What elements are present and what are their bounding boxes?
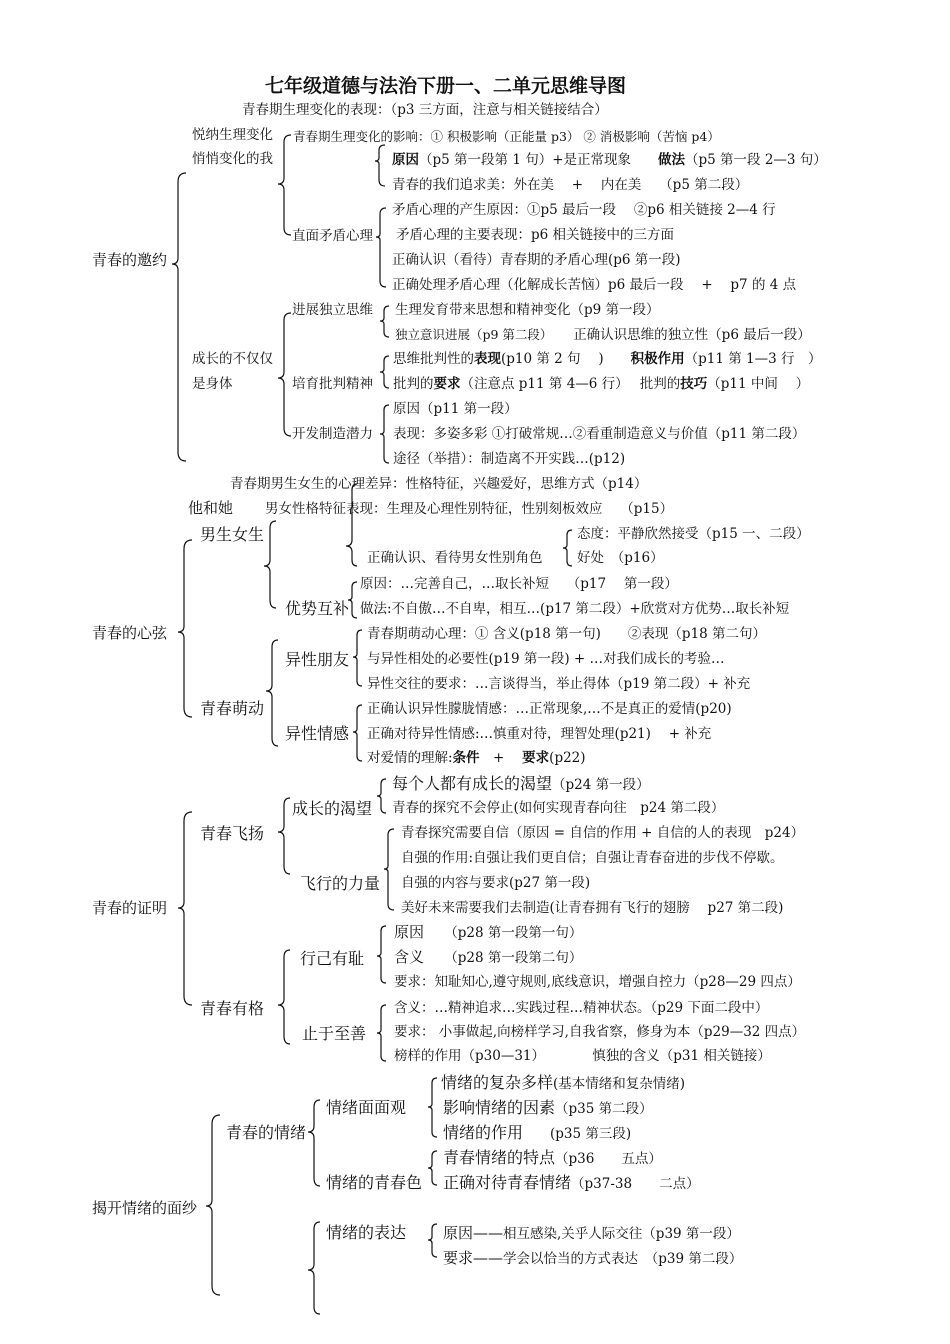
view-1b: (基本情绪和复杂情绪)	[553, 1076, 686, 1092]
create-item-1: 原因（p11 第一段）	[393, 401, 518, 417]
view-3b: (p35 第三段)	[550, 1126, 632, 1142]
emo-3b1: 条件	[452, 750, 480, 766]
node-grid: 青春有格	[200, 999, 265, 1018]
reason-text: （p5 第一段第 1 句）+是正常现象	[419, 152, 632, 168]
emo-3c: +	[479, 750, 523, 766]
create-item-2: 表现：多姿多彩 ①打破常规…②看重制造意义与价值（p11 第二段）	[393, 426, 806, 442]
contra-item-2: 矛盾心理的主要表现：p6 相关链接中的三方面	[396, 227, 675, 243]
bracket-shame	[377, 926, 386, 983]
bracket-indep	[380, 306, 389, 337]
bracket-view	[428, 1078, 437, 1137]
view-1a: 情绪的复杂多样	[441, 1073, 554, 1092]
bracket-fly	[278, 798, 290, 874]
bracket-friend	[353, 630, 362, 686]
node-accept-change-line2: 悄悄变化的我	[192, 151, 273, 167]
shame-item-3: 要求：知耻知心,遵守规则,底线意识，增强自控力（p28—29 四点）	[394, 974, 801, 990]
view-item-2	[443, 1099, 653, 1118]
emo-3d: (p22)	[549, 750, 586, 766]
node-bud: 青春萌动	[200, 699, 265, 718]
good-item-3: 榜样的作用（p30—31） 慎独的含义（p31 相关链接）	[394, 1048, 771, 1064]
view-3a: 情绪的作用	[443, 1123, 524, 1142]
express-item-2	[443, 1250, 742, 1268]
critic-1c: (p10 第 2 句 )	[501, 351, 631, 367]
bracket-bud	[266, 640, 278, 746]
power-item-1: 青春探究需要自信（原因 = 自信的作用 + 自信的人的表现 p24）	[401, 825, 805, 841]
reason-line	[392, 153, 827, 169]
role-attitude: 态度：平静欣然接受（p15 一、二段）	[577, 526, 810, 542]
express-2b: 学会以恰当的方式表达 （p39 第二段）	[503, 1251, 743, 1267]
node-desire: 成长的渴望	[292, 799, 373, 818]
critic-2a: 批判的	[393, 376, 434, 392]
shame-item-1	[394, 924, 582, 942]
shame-1a: 原因	[394, 923, 425, 941]
bracket-unit1-root	[172, 173, 186, 461]
node-shame: 行己有耻	[300, 949, 365, 968]
critic-1d: （p11 第 1—3 行 ）	[684, 351, 822, 367]
gender-diff: 青春期男生女生的心理差异：性格特征，兴趣爱好，思维方式（p14）	[230, 476, 648, 492]
emo-3b2: 要求	[522, 750, 550, 766]
critic-2c: （注意点 p11 第 4—6 行） 批判的	[460, 376, 681, 392]
reason-bold: 原因	[392, 152, 419, 168]
bracket-critic	[380, 356, 389, 388]
indep-item-2b: 正确认识思维的独立性（p6 最后一段）	[573, 327, 811, 343]
method-bold: 做法	[658, 152, 686, 168]
unit4-root: 揭开情绪的面纱	[92, 1199, 198, 1217]
desire-item-2: 青春的探究不会停止(如何实现青春向往 p24 第二段）	[392, 800, 725, 816]
unit1-root: 青春的邀约	[92, 251, 168, 269]
impact-text: 青春期生理变化的影响：① 积极影响（正能量 p3） ② 消极影响（苦恼 p4）	[293, 129, 720, 144]
node-color: 情绪的青春色	[326, 1173, 423, 1192]
bracket-unit4-lower	[308, 1222, 320, 1314]
view-2a: 影响情绪的因素	[443, 1098, 556, 1117]
node-friend: 异性朋友	[285, 650, 350, 669]
view-item-1	[441, 1074, 685, 1093]
color-1b: （p36 五点）	[555, 1151, 662, 1167]
friend-item-1: 青春期萌动心理：① 含义(p18 第一句) ②表现（p18 第二句）	[367, 626, 767, 642]
comp-reason: 原因：…完善自己，…取长补短 （p17 第一段）	[360, 576, 678, 592]
bracket-he-she	[264, 521, 276, 608]
bracket-comp	[348, 582, 357, 618]
node-boy-girl: 男生女生	[200, 525, 265, 544]
node-indep: 进展独立思维	[292, 302, 373, 318]
desire-1b: （p24 第一段）	[552, 777, 650, 793]
good-item-2: 要求： 小事做起,向榜样学习,自我省察，修身为本（p29—32 四点）	[394, 1024, 806, 1040]
node-contra: 直面矛盾心理	[292, 228, 373, 244]
bracket-unit4-root	[206, 1115, 220, 1295]
contra-item-1: 矛盾心理的产生原因：①p5 最后一段 ②p6 相关链接 2—4 行	[392, 202, 776, 218]
critic-1a: 思维批判性的	[393, 351, 474, 367]
node-view: 情绪面面观	[326, 1098, 407, 1117]
color-item-1	[443, 1149, 662, 1168]
node-grow-line2: 是身体	[192, 376, 233, 392]
node-fly: 青春飞扬	[200, 824, 265, 843]
bracket-power	[384, 829, 394, 910]
unit1-intro: 青春期生理变化的表现：（p3 三方面，注意与相关链接结合）	[242, 102, 608, 118]
power-item-2: 自强的作用:自强让我们更自信；自强让青春奋进的步伐不停歇。	[401, 850, 784, 866]
contra-item-4: 正确处理矛盾心理（化解成长苦恼）p6 最后一段 + p7 的 4 点	[392, 277, 797, 293]
critic-item-1	[393, 352, 821, 368]
bracket-emo	[353, 705, 362, 761]
bracket-accept-change	[278, 135, 291, 235]
critic-2b2: 技巧	[680, 376, 708, 392]
bracket-role	[563, 530, 572, 566]
express-item-1	[443, 1225, 740, 1243]
contra-item-3: 正确认识（看待）青春期的矛盾心理(p6 第一段)	[392, 252, 681, 268]
indep-item-2a: 独立意识进展（p9 第二段）	[395, 327, 547, 342]
express-1b: 相互感染,关乎人际交往（p39 第一段）	[503, 1226, 740, 1242]
color-2a: 正确对待青春情绪	[443, 1173, 572, 1192]
node-critic: 培育批判精神	[292, 376, 373, 392]
power-item-4: 美好未来需要我们去制造(让青春拥有飞行的翅膀 p27 第二段)	[401, 900, 784, 916]
bracket-create	[380, 405, 389, 463]
gender-role: 正确认识、看待男女性别角色	[367, 550, 543, 566]
bracket-grid	[278, 950, 290, 1044]
node-good: 止于至善	[302, 1024, 367, 1043]
emo-3a: 对爱情的理解:	[367, 750, 453, 766]
node-complement: 优势互补	[285, 599, 350, 618]
node-accept-change-line1: 悦纳生理变化	[192, 127, 273, 143]
express-1a: 原因——	[443, 1224, 504, 1242]
bracket-unit3-root	[178, 812, 192, 1005]
friend-item-3: 异性交往的要求：…言谈得当，举止得体（p19 第二段）+ 补充	[367, 676, 751, 692]
friend-item-2: 与异性相处的必要性(p19 第一段) + …对我们成长的考验…	[367, 651, 725, 667]
create-item-3: 途径（举措）：制造离不开实践…(p12)	[393, 451, 626, 467]
express-2a: 要求——	[443, 1249, 504, 1267]
method-text: （p5 第一段 2—3 句）	[685, 152, 827, 168]
node-he-she: 他和她	[188, 499, 234, 517]
node-grow-line1: 成长的不仅仅	[192, 351, 273, 367]
indep-item-1: 生理发育带来思想和精神变化（p9 第一段）	[395, 302, 660, 318]
bracket-grow	[278, 313, 291, 436]
bracket-unit2-root	[178, 540, 192, 717]
bracket-mood	[308, 1100, 320, 1186]
node-emotion: 异性情感	[285, 724, 350, 743]
emo-item-2: 正确对待异性情感:…慎重对待，理智处理(p21) + 补充	[367, 726, 712, 742]
role-benefit: 好处 （p16）	[577, 550, 664, 566]
power-item-3: 自强的内容与要求(p27 第一段)	[401, 875, 591, 891]
beauty-text: 青春的我们追求美：外在美 + 内在美 （p5 第二段）	[392, 177, 749, 193]
bracket-express	[428, 1224, 437, 1257]
node-create: 开发制造潜力	[292, 426, 373, 442]
critic-1b1: 表现	[474, 351, 501, 367]
bracket-color	[428, 1151, 437, 1185]
bracket-desire	[377, 779, 386, 813]
bracket-good	[377, 1005, 386, 1061]
color-2b: （p37-38 二点）	[571, 1176, 700, 1192]
view-2b: （p35 第二段）	[555, 1101, 653, 1117]
gender-features: 男女性格特征表现：生理及心理性别特征，性别刻板效应 （p15）	[265, 501, 674, 517]
critic-2b1: 要求	[433, 376, 461, 392]
indep-item-2	[395, 328, 811, 344]
critic-item-2	[393, 377, 809, 393]
critic-2d: （p11 中间 ）	[707, 376, 810, 392]
node-express: 情绪的表达	[326, 1223, 407, 1242]
view-item-3	[443, 1124, 631, 1143]
unit2-root: 青春的心弦	[92, 624, 168, 642]
emo-item-1: 正确认识异性朦胧情感：…正常现象,…不是真正的爱情(p20)	[367, 701, 732, 717]
shame-2b: （p28 第一段第二句）	[451, 950, 583, 966]
desire-1a: 每个人都有成长的渴望	[392, 774, 553, 793]
bracket-contra	[376, 208, 386, 287]
shame-1b: （p28 第一段第一句）	[451, 925, 583, 941]
critic-1b2: 积极作用	[630, 351, 685, 367]
color-1a: 青春情绪的特点	[443, 1148, 556, 1167]
good-item-1: 含义：…精神追求…实践过程…精神状态。（p29 下面二段中）	[394, 1000, 769, 1016]
comp-way: 做法:不自傲…不自卑，相互…(p17 第二段）+欣赏对方优势…取长补短	[360, 601, 790, 617]
page-title: 七年级道德与法治下册一、二单元思维导图	[265, 75, 627, 97]
unit3-root: 青春的证明	[92, 899, 168, 917]
shame-item-2	[394, 949, 582, 967]
bracket-impact	[375, 145, 385, 186]
emo-item-3	[367, 751, 586, 767]
color-item-2	[443, 1174, 700, 1193]
node-power: 飞行的力量	[300, 874, 381, 893]
bracket-boy-girl	[346, 484, 357, 566]
shame-2a: 含义	[394, 948, 425, 966]
desire-item-1	[392, 775, 650, 794]
node-mood: 青春的情绪	[226, 1123, 307, 1142]
